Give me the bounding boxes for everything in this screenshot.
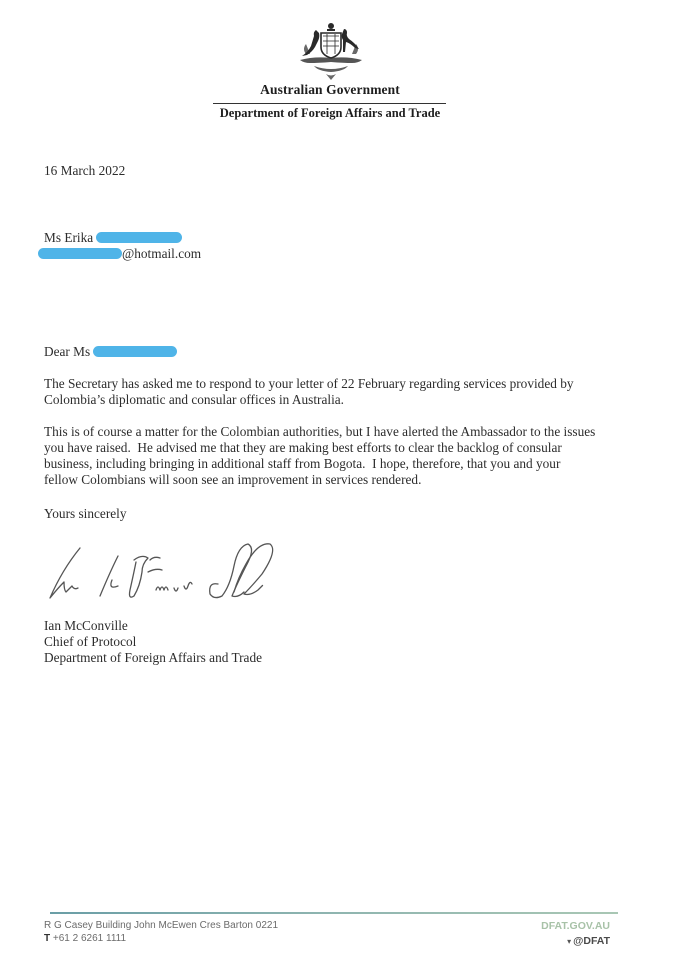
letter-date: 16 March 2022 — [44, 163, 126, 178]
recipient-email — [44, 246, 201, 262]
footer-divider — [50, 912, 618, 914]
recipient-name-prefix: Ms Erika — [44, 230, 94, 245]
department-title: Department of Foreign Affairs and Trade — [219, 106, 441, 120]
body-line: The Secretary has asked me to respond to your letter of 22 February regarding services provided by — [44, 376, 574, 391]
header-divider — [213, 103, 446, 104]
phone-number: +61 2 6261 1111 — [52, 933, 127, 944]
body-paragraph-2 — [44, 424, 644, 488]
footer-phone — [44, 932, 278, 945]
footer-address-block — [44, 919, 278, 945]
phone-label: T — [44, 933, 51, 944]
footer-twitter-link[interactable] — [567, 935, 610, 947]
signer-department: Department of Foreign Affairs and Trade — [44, 650, 263, 665]
signer-name: Ian McConville — [44, 618, 128, 633]
signer-block — [44, 618, 262, 666]
salutation-prefix: Dear Ms — [44, 344, 91, 359]
signature-icon — [38, 534, 278, 612]
body-line: Colombia’s diplomatic and consular offices in Australia. — [44, 392, 344, 407]
redaction-email-user — [38, 248, 122, 259]
body-line: you have raised. He advised me that they are making best efforts to clear the backlog of consular — [44, 440, 562, 455]
government-title: Australian Government — [260, 82, 400, 97]
salutation — [44, 344, 177, 360]
footer-address: R G Casey Building John McEwen Cres Barton 0221 — [44, 920, 279, 931]
closing: Yours sincerely — [44, 506, 127, 521]
redaction-salutation-name — [93, 346, 177, 357]
signer-title: Chief of Protocol — [44, 634, 137, 649]
twitter-bird-icon: ▾ — [567, 937, 572, 946]
recipient-name — [44, 230, 182, 246]
body-line: business, including bringing in additional staff from Bogota. I hope, therefore, that you and your — [44, 456, 561, 471]
coat-of-arms-icon — [292, 20, 370, 84]
body-line: This is of course a matter for the Colombian authorities, but I have alerted the Ambassador to the issues — [44, 424, 596, 439]
redaction-surname — [96, 232, 182, 243]
twitter-handle: @DFAT — [573, 935, 610, 947]
body-line: fellow Colombians will soon see an improvement in services rendered. — [44, 472, 422, 487]
body-paragraph-1 — [44, 376, 644, 408]
recipient-email-domain: @hotmail.com — [122, 246, 202, 261]
footer-website-link[interactable]: DFAT.GOV.AU — [541, 920, 610, 932]
